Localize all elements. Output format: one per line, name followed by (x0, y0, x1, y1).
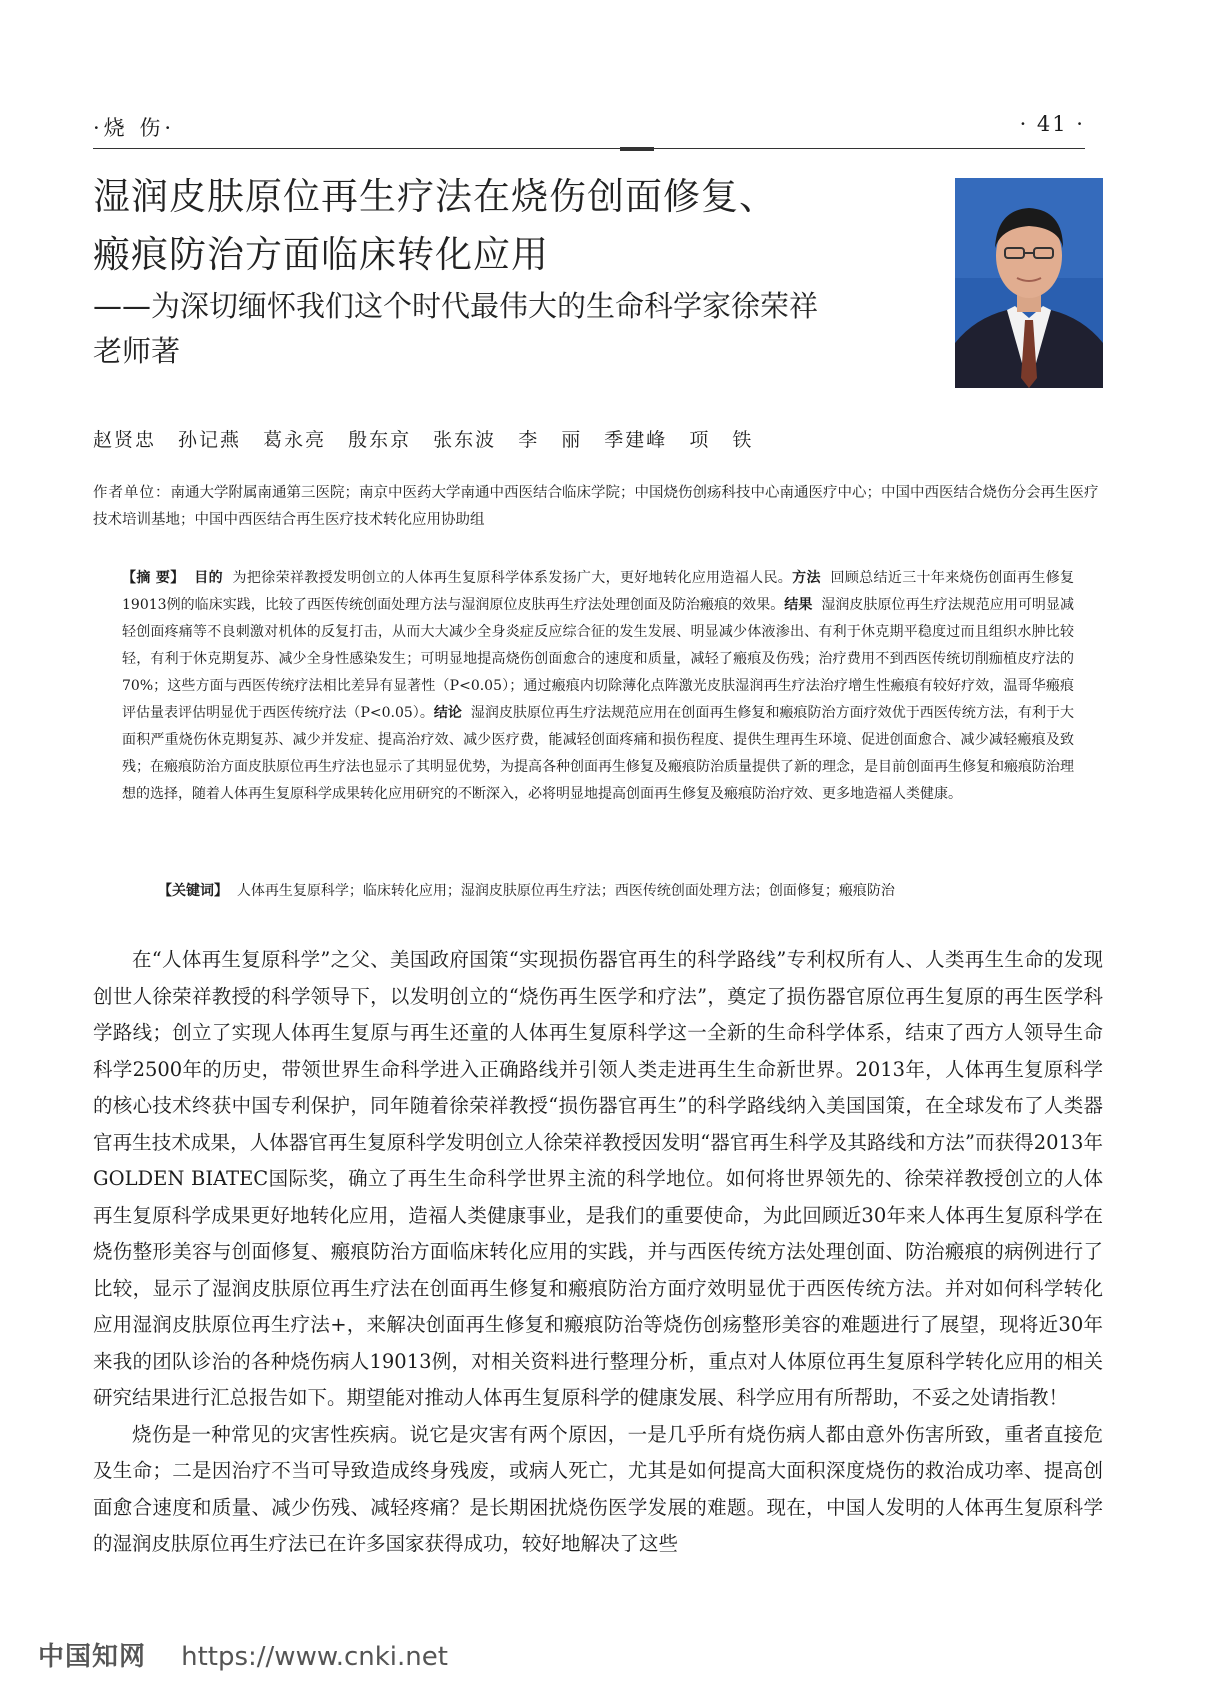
keywords-label: 【关键词】 (158, 883, 228, 899)
result-label: 结果 (784, 597, 813, 613)
conclusion-text: 湿润皮肤原位再生疗法规范应用在创面再生修复和瘢痕防治方面疗效优于西医传统方法，有利于大面积严重烧伤休克期复苏、减少并发症、提高治疗效、减少医疗费，能减轻创面疼痛和损伤程度、提供生理再生环境、促进创面愈合、减少减轻瘢痕及致残；在瘢痕防治方面皮肤原位再生疗法也显示了其明显优势，为提高各种创面再生修复及瘢痕防治质量提供了新的理念，是目前创面再生修复和瘢痕防治理想的选择，随着人体再生复原科学成果转化应用研究的不断深入，必将明显地提高创面再生修复及瘢痕防治疗效、更多地造福人类健康。 (122, 705, 1075, 802)
method-text: 回顾总结近三十年来烧伤创面再生修复19013例的临床实践，比较了西医传统创面处理方法与湿润原位皮肤再生疗法处理创面及防治瘢痕的效果。 (122, 570, 1075, 613)
affiliation-text: 南通大学附属南通第三医院；南京中医药大学南通中西医结合临床学院；中国烧伤创疡科技中心南通医疗中心；中国中西医结合烧伤分会再生医疗技术培训基地；中国中西医结合再生医疗技术转化应用协助组 (93, 485, 1099, 528)
subtitle-line-1: ——为深切缅怀我们这个时代最伟大的生命科学家徐荣祥 (93, 289, 819, 323)
header-rule (93, 148, 1085, 149)
article-title (93, 168, 933, 374)
running-header-section: ·烧 伤· (93, 116, 176, 140)
title-line-2: 瘢痕防治方面临床转化应用 (93, 233, 549, 276)
abstract-label: 【摘 要】 (122, 570, 185, 586)
method-label: 方法 (792, 570, 821, 586)
title-line-1: 湿润皮肤原位再生疗法在烧伤创面修复、 (93, 175, 777, 218)
keywords-text: 人体再生复原科学；临床转化应用；湿润皮肤原位再生疗法；西医传统创面处理方法；创面修复；瘢痕防治 (236, 883, 895, 899)
watermark-footer (38, 1636, 448, 1673)
cnki-logo: 中国知网 (38, 1642, 147, 1672)
conclusion-label: 结论 (433, 705, 462, 721)
objective-text: 为把徐荣祥教授发明创立的人体再生复原科学体系发扬广大，更好地转化应用造福人民。 (232, 570, 793, 586)
objective-label: 目的 (194, 570, 223, 586)
author-affiliation (93, 480, 1103, 534)
result-text: 湿润皮肤原位再生疗法规范应用可明显减轻创面疼痛等不良刺激对机体的反复打击，从而大大减少全身炎症反应综合征的发生发展、明显减少体液渗出、有利于休克期平稳度过而且组织水肿比较轻，有利于休克期复苏、减少全身性感染发生；可明显地提高烧伤创面愈合的速度和质量，减轻了瘢痕及伤残；治疗费用不到西医传统切削痂植皮疗法的70%；这些方面与西医传统疗法相比差异有显著性（P<0.05）；通过瘢痕内切除薄化点阵激光皮肤湿润再生疗法治疗增生性瘢痕有较好疗效，温哥华瘢痕评估量表评估明显优于西医传统疗法（P<0.05）。 (122, 597, 1074, 721)
body-paragraph-1: 在“人体再生复原科学”之父、美国政府国策“实现损伤器官再生的科学路线”专利权所有人、人类再生生命的发现创世人徐荣祥教授的科学领导下，以发明创立的“烧伤再生医学和疗法”，奠定了损伤器官原位再生复原的再生医学科学路线；创立了实现人体再生复原与再生还童的人体再生复原科学这一全新的生命科学体系，结束了西方人领导生命科学2500年的历史，带领世界生命科学进入正确路线并引领人类走进再生生命新世界。2013年，人体再生复原科学的核心技术终获中国专利保护，同年随着徐荣祥教授“损伤器官再生”的科学路线纳入美国国策，在全球发布了人类器官再生技术成果，人体器官再生复原科学发明创立人徐荣祥教授因发明“器官再生科学及其路线和方法”而获得2013年GOLDEN BIATEC国际奖，确立了再生生命科学世界主流的科学地位。如何将世界领先的、徐荣祥教授创立的人体再生复原科学成果更好地转化应用，造福人类健康事业，是我们的重要使命，为此回顾近30年来人体再生复原科学在烧伤整形美容与创面修复、瘢痕防治方面临床转化应用的实践，并与西医传统方法处理创面、防治瘢痕的病例进行了比较，显示了湿润皮肤原位再生疗法在创面再生修复和瘢痕防治方面疗效明显优于西医传统方法。并对如何科学转化应用湿润皮肤原位再生疗法+，来解决创面再生修复和瘢痕防治等烧伤创疡整形美容的难题进行了展望，现将近30年来我的团队诊治的各种烧伤病人19013例，对相关资料进行整理分析，重点对人体原位再生复原科学转化应用的相关研究结果进行汇总报告如下。期望能对推动人体再生复原科学的健康发展、科学应用有所帮助，不妥之处请指教！ (93, 948, 1103, 1409)
author-list: 赵贤忠 孙记燕 葛永亮 殷东京 张东波 李 丽 季建峰 项 铁 (93, 429, 754, 451)
header-rule-mark (620, 147, 654, 151)
body-paragraph-2: 烧伤是一种常见的灾害性疾病。说它是灾害有两个原因，一是几乎所有烧伤病人都由意外伤害所致，重者直接危及生命；二是因治疗不当可导致造成终身残废，或病人死亡，尤其是如何提高大面积深度烧伤的救治成功率、提高创面愈合速度和质量、减少伤残、减轻疼痛？是长期困扰烧伤医学发展的难题。现在，中国人发明的人体再生复原科学的湿润皮肤原位再生疗法已在许多国家获得成功，较好地解决了这些 (93, 1422, 1103, 1555)
abstract (122, 565, 1074, 808)
affiliation-label: 作者单位： (93, 485, 171, 501)
author-portrait (955, 178, 1103, 388)
page-number: · 41 · (1019, 112, 1085, 136)
keywords (158, 878, 1078, 905)
cnki-url: https://www.cnki.net (181, 1642, 448, 1672)
article-body (93, 942, 1103, 1563)
subtitle-line-2: 老师著 (93, 334, 181, 368)
